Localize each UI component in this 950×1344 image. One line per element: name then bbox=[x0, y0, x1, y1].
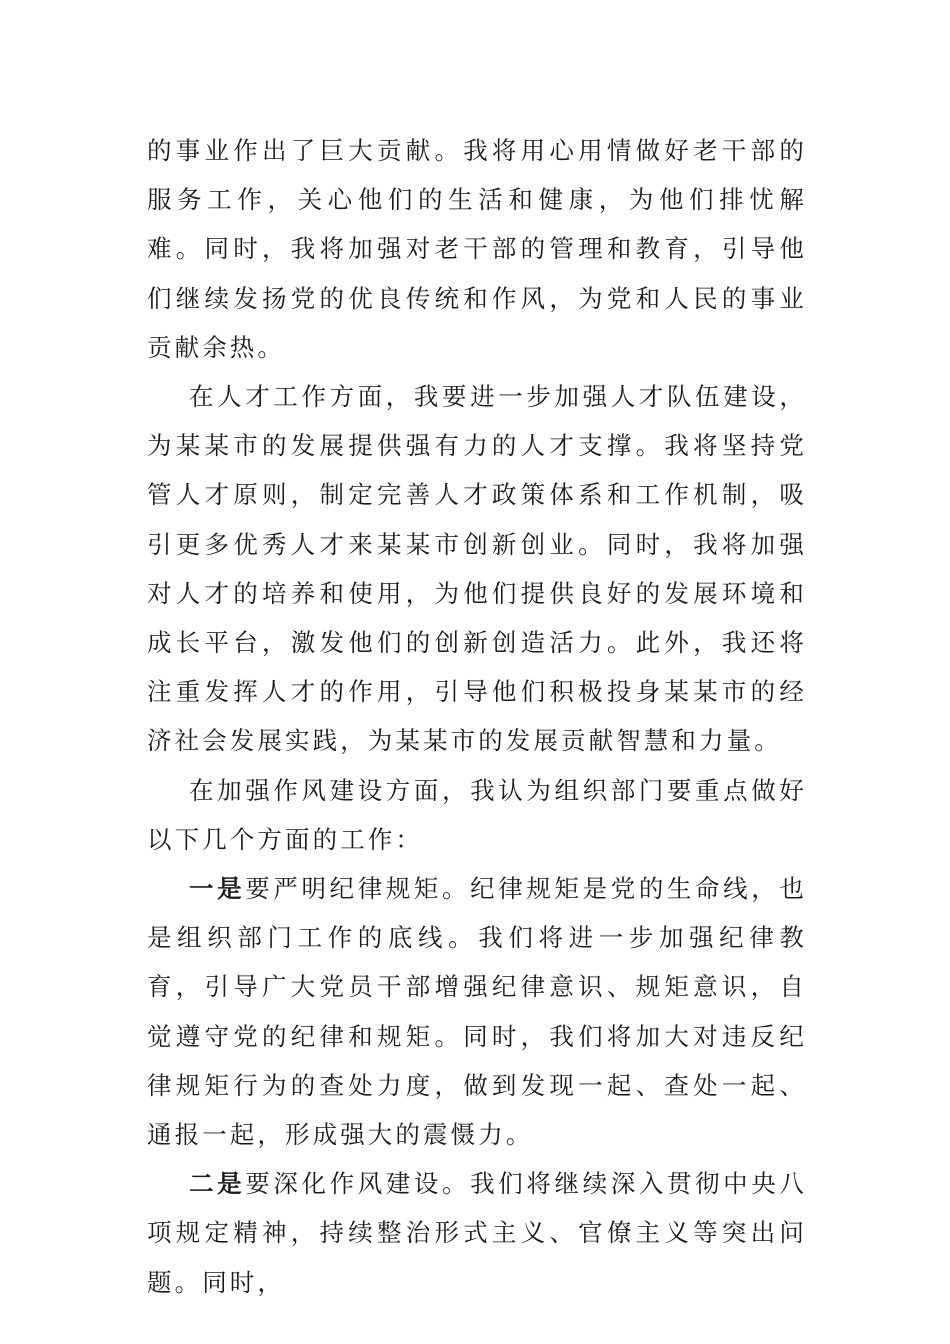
paragraph-lead: 二是 bbox=[189, 1169, 246, 1199]
paragraph-text: 在加强作风建设方面，我认为组织部门要重点做好以下几个方面的工作： bbox=[147, 775, 807, 854]
paragraph-point-two bbox=[147, 1159, 807, 1307]
paragraph-text: 要深化作风建设。我们将继续深入贯彻中央八项规定精神，持续整治形式主义、官僚主义等突出问题。同时， bbox=[147, 1169, 808, 1297]
paragraph-text: 在人才工作方面，我要进一步加强人才队伍建设，为某某市的发展提供强有力的人才支撑。我将坚持党管人才原则，制定完善人才政策体系和工作机制，吸引更多优秀人才来某某市创新创业。同时，我将加强对人才的培养和使用，为他们提供良好的发展环境和成长平台，激发他们的创新创造活力。此外，我还将注重发挥人才的作用，引导他们积极投身某某市的经济社会发展实践，为某某市的发展贡献智慧和力量。 bbox=[147, 382, 807, 756]
paragraph-talent-work bbox=[147, 372, 807, 766]
paragraph-style-building bbox=[147, 766, 807, 864]
document-body bbox=[147, 126, 807, 1307]
paragraph-lead: 一是 bbox=[189, 874, 246, 904]
paragraph-text: 要严明纪律规矩。纪律规矩是党的生命线，也是组织部门工作的底线。我们将进一步加强纪律教育，引导广大党员干部增强纪律意识、规矩意识，自觉遵守党的纪律和规矩。同时，我们将加大对违反纪律规矩行为的查处力度，做到发现一起、查处一起、通报一起，形成强大的震慑力。 bbox=[147, 874, 808, 1150]
paragraph-text: 的事业作出了巨大贡献。我将用心用情做好老干部的服务工作，关心他们的生活和健康，为他们排忧解难。同时，我将加强对老干部的管理和教育，引导他们继续发扬党的优良传统和作风，为党和人民的事业贡献余热。 bbox=[147, 136, 807, 362]
paragraph-point-one bbox=[147, 864, 807, 1159]
paragraph-continuation bbox=[147, 126, 807, 372]
